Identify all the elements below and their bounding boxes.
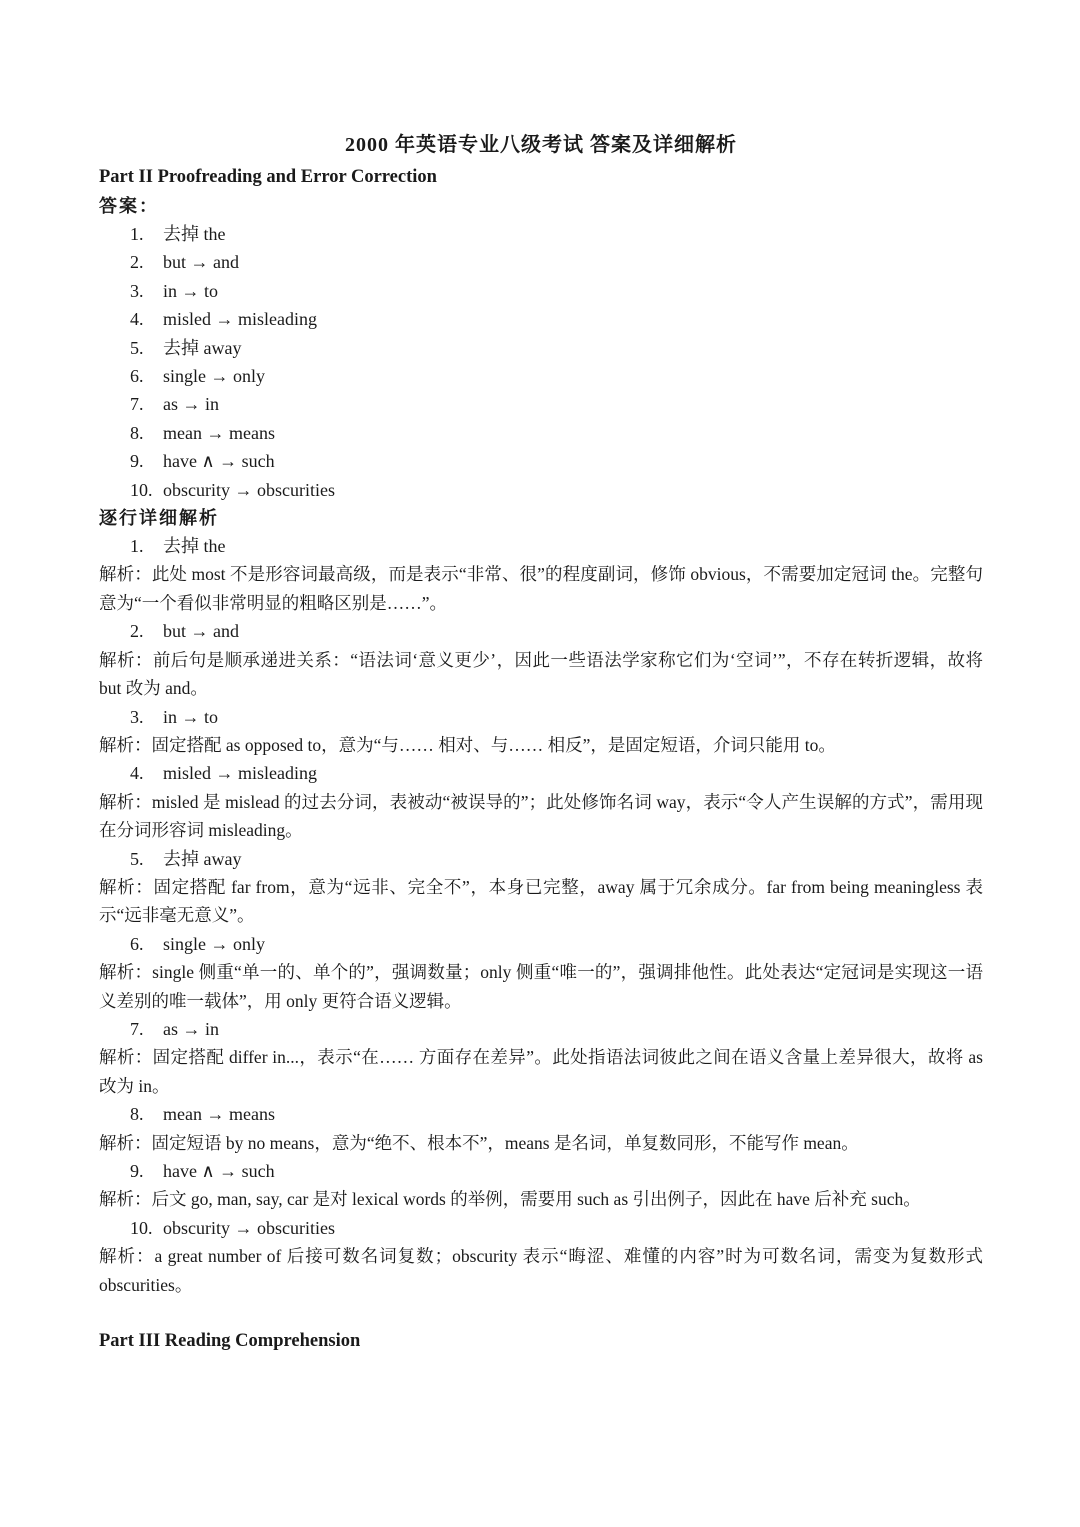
analysis-item [99, 930, 983, 1015]
analysis-head [99, 532, 983, 560]
answer-item [99, 419, 983, 447]
analysis-head [99, 759, 983, 787]
analysis-item [99, 532, 983, 617]
analysis-label: 逐行详细解析 [99, 508, 219, 529]
analysis-item [99, 703, 983, 760]
analysis-head [99, 1100, 983, 1128]
section-gap [99, 1299, 983, 1326]
answer-number: 5. [130, 337, 144, 358]
analysis-item [99, 617, 983, 702]
analysis-answer: 去掉 away [163, 848, 242, 869]
analysis-answer: 去掉 the [163, 536, 226, 557]
analysis-number: 4. [130, 763, 144, 784]
analysis-number: 6. [130, 933, 144, 954]
analysis-number: 7. [130, 1018, 144, 1039]
answers-label: 答案： [99, 196, 159, 216]
analysis-head [99, 930, 983, 958]
analysis-number: 9. [130, 1161, 144, 1181]
analysis-answer: misled → misleading [163, 763, 317, 784]
analysis-answer: in → to [163, 706, 219, 727]
analysis-item [99, 1015, 983, 1100]
answer-number: 7. [130, 394, 144, 415]
answer-number: 6. [130, 366, 144, 387]
analysis-item [99, 845, 983, 930]
analysis-head [99, 1214, 983, 1242]
answer-item [99, 390, 983, 418]
analysis-text: 解析：固定短语 by no means，意为“绝不、根本不”，means 是名词，单复数同形，不能写作 mean。 [99, 1132, 859, 1153]
answer-item [99, 334, 983, 362]
answer-text: but → and [163, 252, 239, 273]
answer-number: 3. [130, 280, 144, 301]
analysis-answer: obscurity → obscurities [163, 1217, 335, 1238]
answer-number: 8. [130, 422, 144, 443]
analysis-item [99, 1157, 983, 1214]
analysis-text: 解析：固定搭配 far from，意为“远非、完全不”，本身已完整，away 属于冗余成分。far from being meaningless 表示“远非毫无意义”。 [99, 876, 983, 926]
answer-text: in → to [163, 280, 219, 301]
answer-number: 4. [130, 309, 144, 330]
analysis-text: 解析：固定搭配 as opposed to，意为“与…… 相对、与…… 相反”，是固定短语，介词只能用 to。 [99, 734, 836, 755]
analysis-number: 5. [130, 848, 144, 869]
document-page [99, 128, 983, 1356]
analysis-item [99, 1100, 983, 1157]
analysis-number: 10. [130, 1217, 153, 1238]
answer-item [99, 447, 983, 475]
answer-text: mean → means [163, 422, 275, 443]
analysis-head [99, 845, 983, 873]
answer-list [99, 220, 983, 504]
answer-number: 2. [130, 252, 144, 273]
analysis-text: 解析：此处 most 不是形容词最高级，而是表示“非常、很”的程度副词，修饰 obvious，不需要加定冠词 the。完整句意为“一个看似非常明显的粗略区别是……”。 [99, 564, 983, 613]
analysis-answer: mean → means [163, 1104, 275, 1125]
analysis-number: 8. [130, 1104, 144, 1125]
analysis-text: 解析：后文 go, man, say, car 是对 lexical words 的举例，需要用 such as 引出例子，因此在 have 后补充 such。 [99, 1189, 921, 1210]
analysis-number: 2. [130, 621, 144, 642]
answer-text: have ∧ → such [163, 451, 275, 472]
analysis-text: 解析：a great number of 后接可数名词复数；obscurity 表示“晦涩、难懂的内容”时为可数名词，需变为复数形式 obscurities。 [99, 1246, 983, 1295]
answer-number: 9. [130, 451, 144, 472]
analysis-item [99, 759, 983, 844]
part2-heading: Part II Proofreading and Error Correction [99, 167, 437, 187]
answer-item [99, 277, 983, 305]
answer-text: obscurity → obscurities [163, 479, 335, 500]
analysis-number: 1. [130, 536, 144, 557]
analysis-text: 解析：misled 是 mislead 的过去分词，表被动“被误导的”；此处修饰名词 way，表示“令人产生误解的方式”，需用现在分词形容词 misleading。 [99, 791, 983, 841]
analysis-text: 解析：固定搭配 differ in...，表示“在…… 方面存在差异”。此处指语法词彼此之间在语义含量上差异很大，故将 as 改为 in。 [99, 1047, 983, 1096]
answer-item [99, 305, 983, 333]
answer-text: 去掉 away [163, 337, 242, 358]
part3-heading: Part III Reading Comprehension [99, 1331, 361, 1352]
answer-item [99, 220, 983, 248]
analysis-text: 解析：single 侧重“单一的、单个的”，强调数量；only 侧重“唯一的”，强调排他性。此处表达“定冠词是实现这一语义差别的唯一载体”，用 only 更符合语义逻辑。 [99, 962, 983, 1011]
answer-text: misled → misleading [163, 309, 317, 330]
analysis-head [99, 617, 983, 645]
answer-text: 去掉 the [163, 224, 226, 244]
document-title: 2000 年英语专业八级考试 答案及详细解析 [345, 134, 737, 156]
analysis-head [99, 1015, 983, 1043]
analysis-answer: as → in [163, 1018, 219, 1039]
answer-text: single → only [163, 366, 265, 387]
analysis-answer: but → and [163, 621, 239, 642]
analysis-number: 3. [130, 706, 144, 727]
analysis-head [99, 703, 983, 731]
analysis-answer: single → only [163, 933, 265, 954]
answer-item [99, 248, 983, 276]
answer-number: 1. [130, 224, 144, 244]
answer-number: 10. [130, 479, 153, 500]
analysis-answer: have ∧ → such [163, 1161, 275, 1181]
answer-item [99, 476, 983, 504]
answer-item [99, 362, 983, 390]
analysis-head [99, 1157, 983, 1185]
answer-text: as → in [163, 394, 219, 415]
analysis-item [99, 1214, 983, 1299]
analysis-text: 解析：前后句是顺承递进关系：“语法词‘意义更少’，因此一些语法学家称它们为‘空词’”，不存在转折逻辑，故将 but 改为 and。 [99, 649, 983, 699]
